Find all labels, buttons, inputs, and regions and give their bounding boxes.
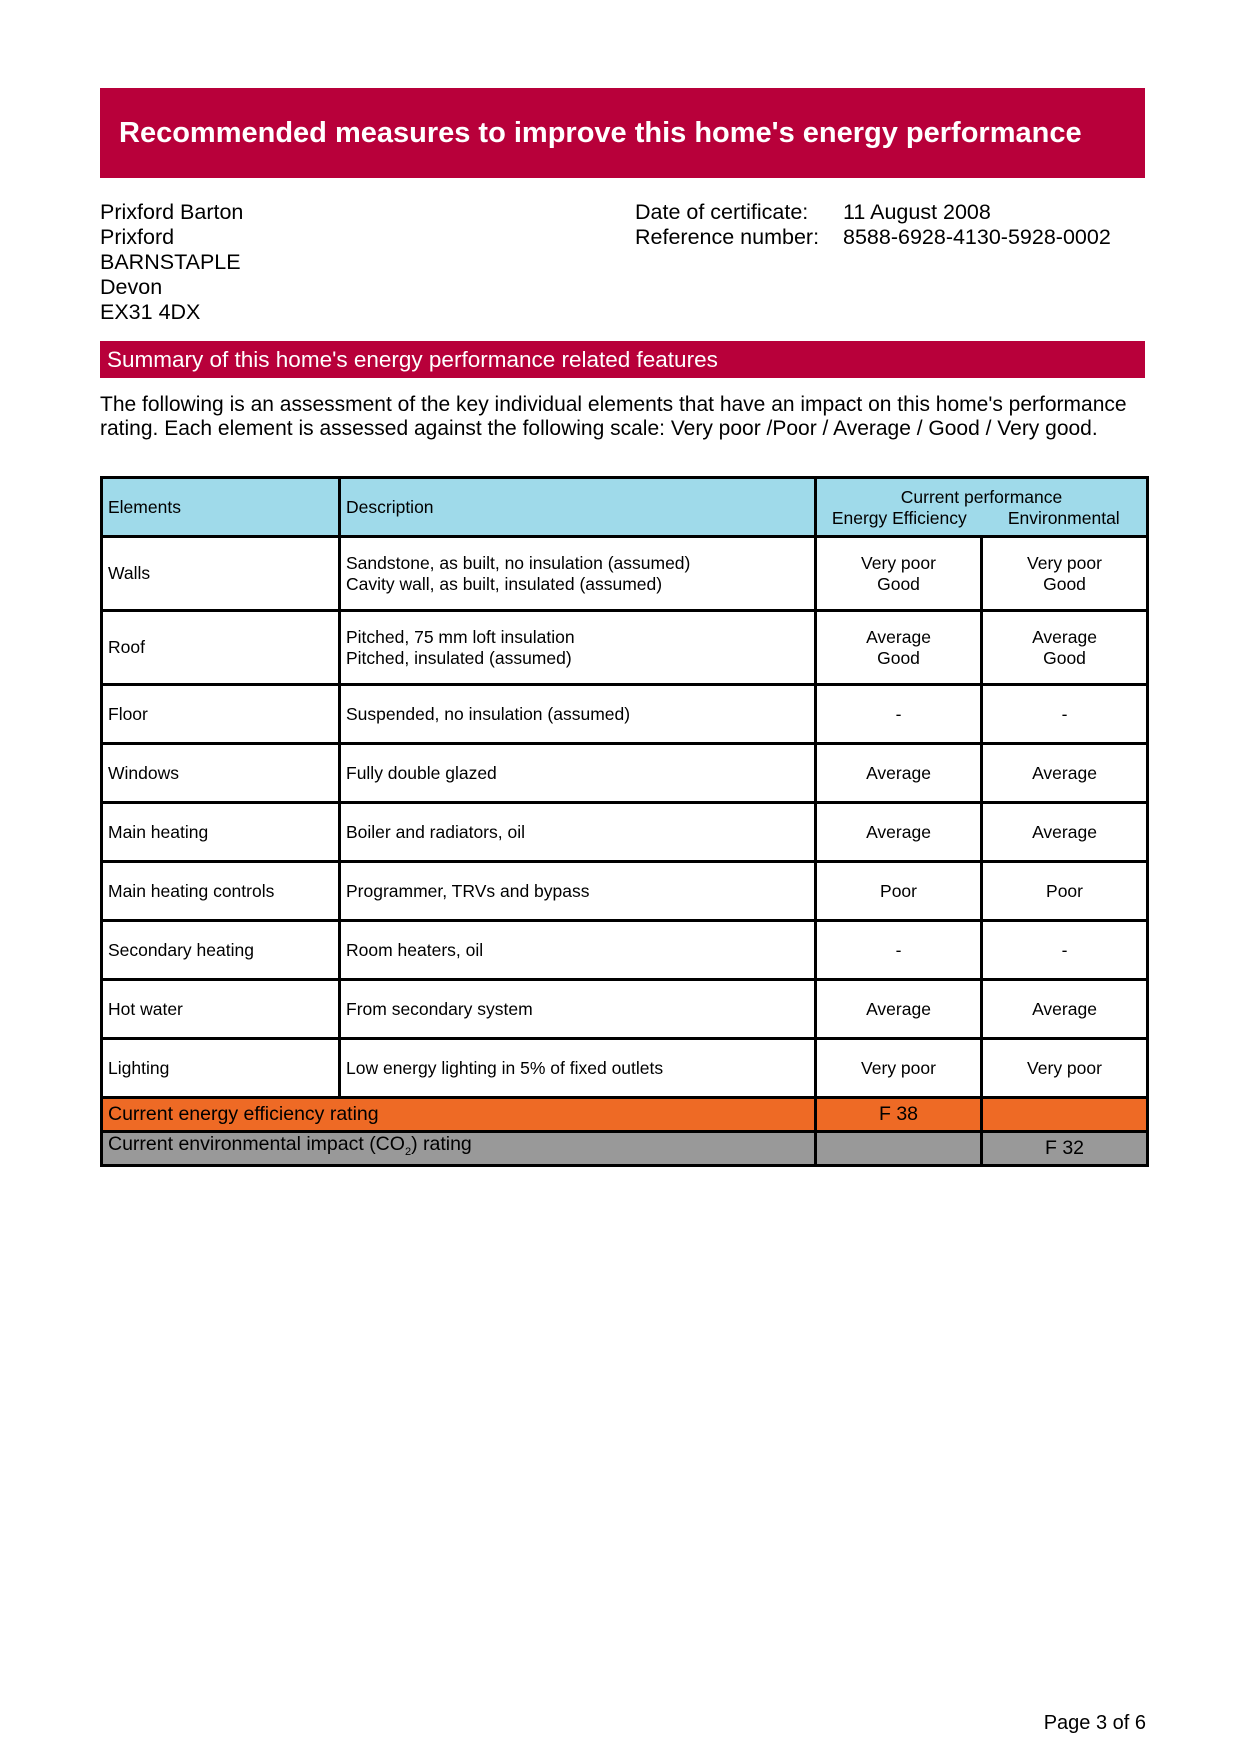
environmental-cell: Average <box>982 803 1148 862</box>
section-title: Summary of this home's energy performance related features <box>107 346 718 372</box>
description-line: Sandstone, as built, no insulation (assumed) <box>346 552 691 573</box>
environmental-cell: Poor <box>982 862 1148 921</box>
energy-efficiency-rating-value: F 38 <box>816 1098 982 1132</box>
section-header <box>100 341 1145 378</box>
features-table <box>100 476 1149 1167</box>
table-row <box>102 611 1148 685</box>
table-row <box>102 537 1148 611</box>
table-row <box>102 980 1148 1039</box>
address-line: EX31 4DX <box>100 300 201 324</box>
energy-efficiency-rating-label: Current energy efficiency rating <box>102 1098 816 1132</box>
element-cell: Secondary heating <box>102 921 340 980</box>
element-cell: Roof <box>102 611 340 685</box>
environmental-cell <box>982 611 1148 685</box>
energy-cell <box>816 537 982 611</box>
header-elements: Elements <box>102 478 340 537</box>
environmental-impact-rating-value: F 32 <box>982 1132 1148 1166</box>
table-row <box>102 921 1148 980</box>
environmental-cell: Average <box>982 980 1148 1039</box>
intro-paragraph: The following is an assessment of the key individual elements that have an impact on this home's performance rating. Each element is assessed against the following scale: Very poor /Poor / Average / Good / Very good. <box>100 393 1127 440</box>
page-number: Page 3 of 6 <box>1043 1712 1146 1734</box>
energy-rating: Very poor <box>861 552 936 573</box>
energy-cell: Average <box>816 744 982 803</box>
description-line: Pitched, insulated (assumed) <box>346 647 572 668</box>
table-header-row <box>102 478 1148 537</box>
element-cell: Windows <box>102 744 340 803</box>
environmental-rating: Good <box>1043 573 1086 594</box>
element-cell: Main heating <box>102 803 340 862</box>
environmental-cell <box>982 537 1148 611</box>
environmental-cell: Very poor <box>982 1039 1148 1098</box>
table-row <box>102 685 1148 744</box>
rating-label-pre: Current environmental impact (CO <box>108 1133 405 1156</box>
address-block <box>100 200 243 325</box>
energy-efficiency-rating-empty <box>982 1098 1148 1132</box>
header-current-performance <box>816 478 1148 537</box>
description-line: Pitched, 75 mm loft insulation <box>346 626 575 647</box>
description-line: Cavity wall, as built, insulated (assumed) <box>346 573 663 594</box>
element-cell: Main heating controls <box>102 862 340 921</box>
description-cell: Programmer, TRVs and bypass <box>340 862 816 921</box>
date-value: 11 August 2008 <box>843 200 991 224</box>
energy-cell: Average <box>816 980 982 1039</box>
description-cell: From secondary system <box>340 980 816 1039</box>
header-energy-efficiency: Energy Efficiency <box>831 507 967 528</box>
energy-cell <box>816 611 982 685</box>
address-line: Devon <box>100 275 163 299</box>
description-cell: Boiler and radiators, oil <box>340 803 816 862</box>
address-line: BARNSTAPLE <box>100 250 241 274</box>
description-cell: Room heaters, oil <box>340 921 816 980</box>
element-cell: Lighting <box>102 1039 340 1098</box>
description-cell: Low energy lighting in 5% of fixed outlets <box>340 1039 816 1098</box>
table-row <box>102 803 1148 862</box>
description-cell <box>340 537 816 611</box>
energy-rating: Good <box>877 647 920 668</box>
environmental-impact-rating-label <box>102 1132 816 1166</box>
rating-label-sub: 2 <box>404 1145 412 1158</box>
header-environmental: Environmental <box>1007 507 1120 528</box>
table-row <box>102 862 1148 921</box>
environmental-impact-rating-empty <box>816 1132 982 1166</box>
energy-rating: Average <box>866 626 931 647</box>
table-row <box>102 744 1148 803</box>
environmental-cell: - <box>982 921 1148 980</box>
energy-efficiency-rating-row <box>102 1098 1148 1132</box>
reference-label: Reference number: <box>635 225 820 249</box>
page-title: Recommended measures to improve this home's energy performance <box>119 116 1082 149</box>
element-cell: Hot water <box>102 980 340 1039</box>
energy-cell: - <box>816 921 982 980</box>
page-header <box>100 88 1145 178</box>
description-cell: Fully double glazed <box>340 744 816 803</box>
description-cell: Suspended, no insulation (assumed) <box>340 685 816 744</box>
environmental-cell: - <box>982 685 1148 744</box>
address-line: Prixford <box>100 225 175 249</box>
energy-cell: Very poor <box>816 1039 982 1098</box>
energy-cell: Poor <box>816 862 982 921</box>
environmental-rating: Average <box>1032 626 1097 647</box>
environmental-cell: Average <box>982 744 1148 803</box>
table-row <box>102 1039 1148 1098</box>
date-label: Date of certificate: <box>635 200 809 224</box>
environmental-rating: Good <box>1043 647 1086 668</box>
element-cell: Floor <box>102 685 340 744</box>
energy-cell: Average <box>816 803 982 862</box>
environmental-rating: Very poor <box>1027 552 1102 573</box>
header-description: Description <box>340 478 816 537</box>
environmental-impact-rating-row <box>102 1132 1148 1166</box>
reference-value: 8588-6928-4130-5928-0002 <box>843 225 1111 249</box>
element-cell: Walls <box>102 537 340 611</box>
certificate-meta <box>635 200 1111 250</box>
rating-label-post: ) rating <box>411 1133 472 1156</box>
description-cell <box>340 611 816 685</box>
address-line: Prixford Barton <box>100 200 244 224</box>
energy-cell: - <box>816 685 982 744</box>
header-current-performance-label: Current performance <box>900 486 1063 507</box>
energy-rating: Good <box>877 573 920 594</box>
